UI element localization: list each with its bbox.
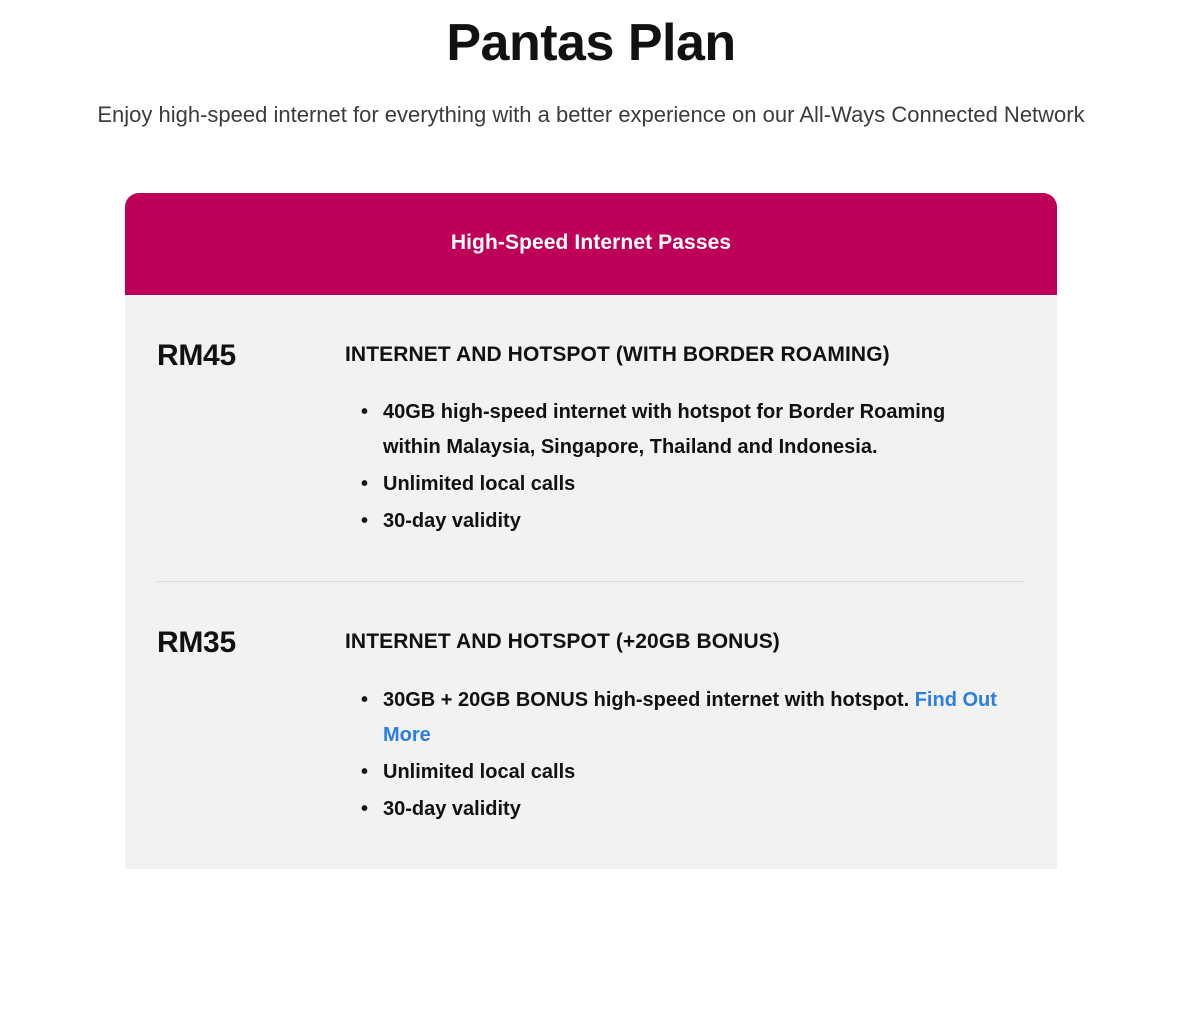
plan-feature-item: • 30-day validity	[369, 504, 1005, 539]
plan-feature-item: • 40GB high-speed internet with hotspot for Border Roaming within Malaysia, Singapore, Thailand and Indonesia.	[369, 395, 1005, 465]
plan-feature-text: 30GB + 20GB BONUS high-speed internet with hotspot.	[383, 688, 915, 711]
plan-name: INTERNET AND HOTSPOT (+20GB BONUS)	[345, 630, 780, 654]
plan-row	[157, 295, 1025, 582]
plan-feature-item	[369, 683, 1005, 753]
plan-details	[345, 626, 1025, 829]
plan-feature-item: • Unlimited local calls	[369, 467, 1005, 502]
plan-feature-item: • 30-day validity	[369, 792, 1005, 827]
plan-feature-item: • Unlimited local calls	[369, 755, 1005, 790]
plan-price: RM35	[157, 626, 236, 660]
plan-price: RM45	[157, 338, 236, 372]
card-header-label: High-Speed Internet Passes	[125, 193, 1057, 295]
plan-feature-list	[345, 395, 1005, 539]
plan-details	[345, 339, 1025, 542]
find-out-more-link[interactable]: Find Out More	[383, 688, 997, 746]
high-speed-internet-passes-card	[125, 193, 1057, 869]
page-subtitle: Enjoy high-speed internet for everything with a better experience on our All-Ways Connected Network	[97, 102, 1085, 128]
plan-row	[157, 581, 1025, 869]
page-title: Pantas Plan	[446, 14, 736, 72]
plan-feature-list	[345, 683, 1005, 827]
card-body	[125, 295, 1057, 869]
pantas-plan-page	[0, 12, 1182, 869]
plan-name: INTERNET AND HOTSPOT (WITH BORDER ROAMING)	[345, 342, 890, 366]
